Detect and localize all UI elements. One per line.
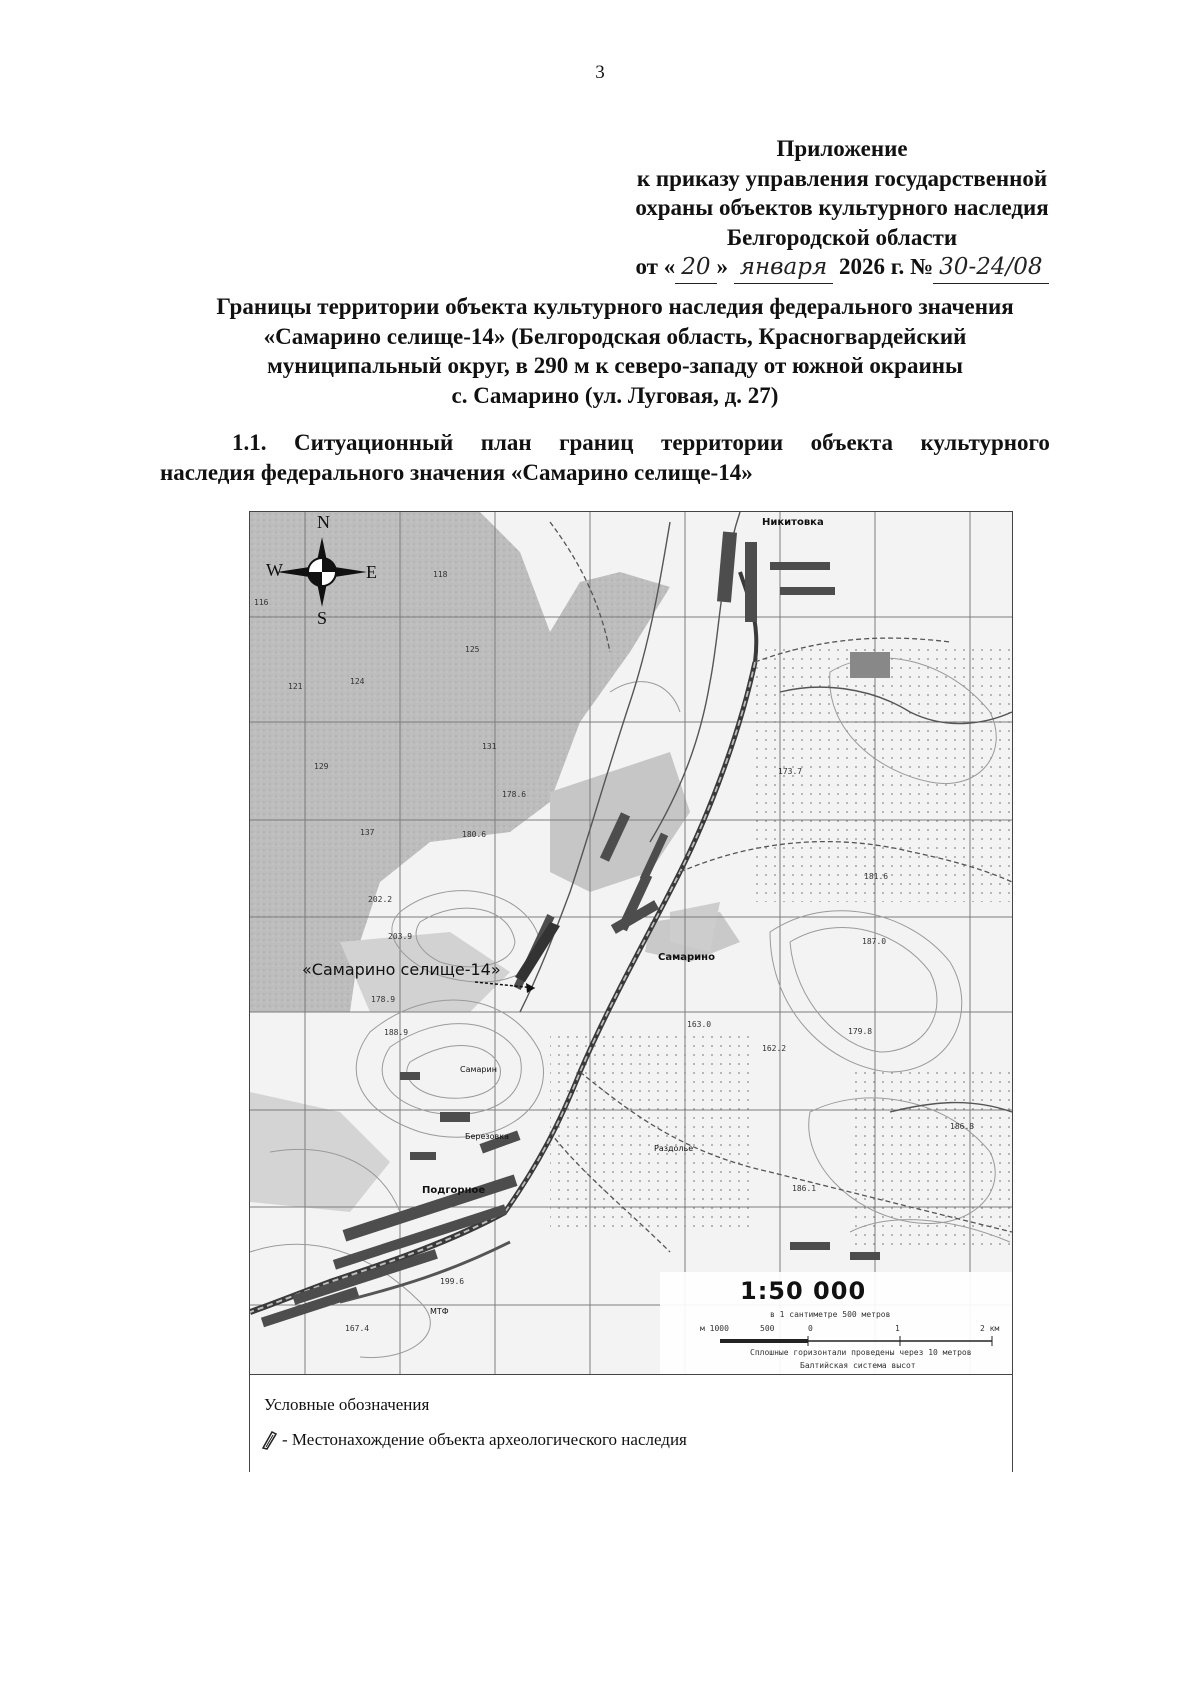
appendix-line-1: Приложение (776, 136, 908, 161)
date-close: » (716, 254, 729, 279)
height-mark: 181.6 (864, 872, 889, 881)
title-line-4: с. Самарино (ул. Луговая, д. 27) (451, 382, 779, 408)
scale-tick: 1 (895, 1324, 900, 1333)
place-mtf: МТФ (430, 1307, 449, 1316)
date-day-handwritten: 20 (675, 253, 716, 284)
place-berezovka: Березовка (465, 1132, 510, 1141)
height-mark: 163.0 (687, 1020, 712, 1029)
scale-height-system: Балтийская система высот (800, 1361, 916, 1370)
section-heading (160, 428, 1050, 487)
compass-w: W (266, 560, 283, 580)
scale-contours-note: Сплошные горизонтали проведены через 10 метров (750, 1348, 972, 1357)
section-word: Ситуационный (293, 430, 454, 455)
appendix-line-4: Белгородской области (726, 224, 958, 250)
height-mark: 186.8 (950, 1122, 975, 1131)
height-mark: 129 (314, 762, 329, 771)
scale-subtitle: в 1 сантиметре 500 метров (770, 1310, 891, 1319)
title-line-3: муниципальный округ, в 290 м к северо-западу от южной окраины (267, 353, 963, 378)
section-word: план (480, 430, 532, 455)
field-dots-south (550, 1032, 750, 1232)
section-word: границ (559, 430, 634, 455)
height-mark: 179.8 (848, 1027, 873, 1036)
scale-tick: 2 км (980, 1324, 1000, 1333)
document-title (150, 292, 1080, 410)
place-razdolie: Раздолье (654, 1144, 694, 1153)
height-mark: 186.1 (792, 1184, 817, 1193)
height-mark: 199.6 (440, 1277, 465, 1286)
place-samarino: Самарино (658, 952, 715, 963)
legend-item-text: - Местонахождение объекта археологического наследия (282, 1430, 687, 1449)
compass-e: E (366, 562, 377, 582)
order-date-line (582, 252, 1102, 284)
scale-tick: м 1000 (700, 1324, 729, 1333)
height-mark: 188.9 (384, 1028, 409, 1037)
height-mark: 118 (433, 570, 448, 579)
map-scale (660, 1272, 1012, 1374)
height-mark: 202.2 (368, 895, 393, 904)
height-mark: 180.6 (462, 830, 487, 839)
place-podgornoe: Подгорное (422, 1185, 486, 1196)
archaeological-site-legend-icon (260, 1430, 278, 1450)
legend-item-site (260, 1430, 687, 1450)
height-mark: 187.0 (862, 937, 887, 946)
date-prefix: от « (635, 254, 676, 279)
section-word: объекта (810, 430, 893, 455)
appendix-line-2: к приказу управления государственной (636, 165, 1048, 191)
topographic-map (250, 512, 1012, 1374)
height-mark: 137 (360, 828, 375, 837)
height-mark: 121 (288, 682, 303, 691)
order-number-handwritten: 30-24/08 (933, 253, 1048, 284)
appendix-header (582, 134, 1102, 284)
scale-tick: 500 (760, 1324, 775, 1333)
page-number: 3 (595, 62, 605, 83)
height-mark: 178.6 (502, 790, 527, 799)
date-month-handwritten: января (734, 253, 833, 284)
situational-plan (249, 511, 1013, 1472)
legend-title: Условные обозначения (264, 1395, 430, 1414)
compass-s: S (317, 608, 328, 628)
title-line-1: Границы территории объекта культурного наследия федерального значения (216, 294, 1014, 319)
scale-ratio: 1:50 000 (740, 1277, 867, 1305)
height-mark: 131 (482, 742, 497, 751)
section-number: 1.1. (232, 430, 267, 455)
section-word: культурного (920, 430, 1050, 455)
field-dots-se (850, 1072, 1010, 1252)
appendix-line-3: охраны объектов культурного наследия (635, 195, 1049, 220)
height-mark: 167.4 (345, 1324, 370, 1333)
section-word: территории (661, 430, 784, 455)
scale-tick: 0 (808, 1324, 813, 1333)
object-label: «Самарино селище-14» (302, 960, 501, 979)
map-drawing (250, 512, 1012, 1374)
section-line-2: наследия федерального значения «Самарино селище-14» (160, 459, 753, 485)
height-mark: 162.2 (762, 1044, 787, 1053)
height-mark: 203.9 (388, 932, 413, 941)
place-nikitovka: Никитовка (762, 517, 824, 528)
scale-bar (720, 1336, 1000, 1346)
map-legend (250, 1374, 1012, 1472)
date-year: 2026 г. № (838, 254, 934, 279)
title-line-2: «Самарино селище-14» (Белгородская область, Красногвардейский (263, 323, 967, 349)
compass-n: N (317, 512, 330, 532)
height-mark: 173.7 (778, 767, 803, 776)
height-mark: 116 (254, 598, 269, 607)
height-mark: 125 (465, 645, 480, 654)
height-mark: 178.9 (371, 995, 396, 1004)
place-samarin: Самарин (460, 1065, 497, 1074)
height-mark: 124 (350, 677, 365, 686)
